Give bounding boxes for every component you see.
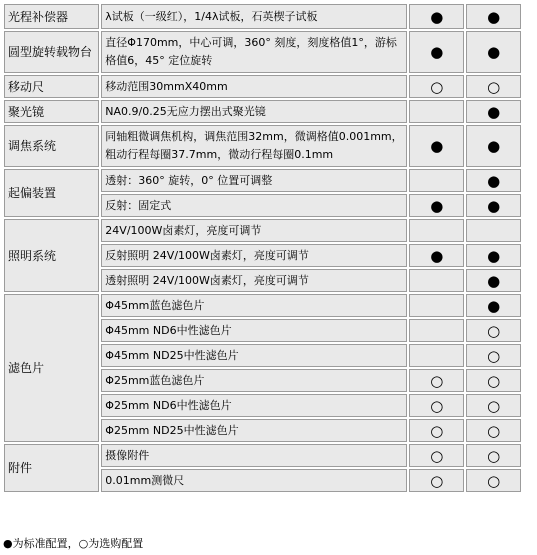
config-mark-1 (409, 319, 464, 342)
category-cell: 聚光镜 (4, 100, 99, 123)
config-mark-2: ○ (466, 344, 521, 367)
description-cell: Φ25mm ND25中性滤色片 (101, 419, 407, 442)
config-mark-1 (409, 219, 464, 242)
spec-table (2, 2, 523, 494)
config-mark-2: ○ (466, 469, 521, 492)
config-mark-1: ● (409, 31, 464, 73)
config-mark-2: ● (466, 294, 521, 317)
config-mark-1: ○ (409, 419, 464, 442)
description-cell: Φ25mm ND6中性滤色片 (101, 394, 407, 417)
config-mark-2: ● (466, 4, 521, 29)
description-cell: 24V/100W卤素灯，亮度可调节 (101, 219, 407, 242)
config-mark-2: ● (466, 244, 521, 267)
description-cell: 反射：固定式 (101, 194, 407, 217)
config-mark-1: ○ (409, 444, 464, 467)
table-row (4, 75, 521, 98)
category-cell: 滤色片 (4, 294, 99, 442)
description-cell: Φ25mm蓝色滤色片 (101, 369, 407, 392)
description-cell: 0.01mm测微尺 (101, 469, 407, 492)
config-mark-1: ● (409, 244, 464, 267)
config-mark-1: ● (409, 125, 464, 167)
config-mark-2: ● (466, 31, 521, 73)
config-mark-2 (466, 219, 521, 242)
category-cell: 圆型旋转载物台 (4, 31, 99, 73)
description-cell: 摄像附件 (101, 444, 407, 467)
config-mark-1: ● (409, 4, 464, 29)
config-mark-2: ● (466, 194, 521, 217)
config-mark-1 (409, 344, 464, 367)
config-mark-1: ○ (409, 75, 464, 98)
table-row (4, 219, 521, 242)
description-cell: 反射照明 24V/100W卤素灯，亮度可调节 (101, 244, 407, 267)
config-mark-2: ○ (466, 444, 521, 467)
config-mark-1 (409, 294, 464, 317)
table-row (4, 100, 521, 123)
category-cell: 移动尺 (4, 75, 99, 98)
description-cell: 透射照明 24V/100W卤素灯，亮度可调节 (101, 269, 407, 292)
table-row (4, 4, 521, 29)
category-cell: 调焦系统 (4, 125, 99, 167)
category-cell: 照明系统 (4, 219, 99, 292)
table-row (4, 444, 521, 467)
config-mark-1: ○ (409, 469, 464, 492)
table-row (4, 31, 521, 73)
table-row (4, 294, 521, 317)
config-mark-2: ● (466, 100, 521, 123)
description-cell: 直径Φ170mm，中心可调，360° 刻度，刻度格值1°，游标格值6，45° 定位旋转 (101, 31, 407, 73)
description-cell: 透射：360° 旋转，0° 位置可调整 (101, 169, 407, 192)
config-mark-2: ● (466, 269, 521, 292)
category-cell: 附件 (4, 444, 99, 492)
config-mark-2: ○ (466, 75, 521, 98)
config-mark-1: ○ (409, 394, 464, 417)
config-mark-2: ○ (466, 319, 521, 342)
config-mark-1 (409, 100, 464, 123)
config-mark-2: ● (466, 125, 521, 167)
table-row (4, 169, 521, 192)
config-mark-2: ○ (466, 394, 521, 417)
description-cell: Φ45mm蓝色滤色片 (101, 294, 407, 317)
config-mark-1 (409, 269, 464, 292)
legend-note: ●为标准配置，○为选购配置 (3, 537, 144, 550)
description-cell: 移动范围30mmX40mm (101, 75, 407, 98)
config-mark-2: ○ (466, 369, 521, 392)
config-mark-2: ○ (466, 419, 521, 442)
category-cell: 光程补偿器 (4, 4, 99, 29)
description-cell: 同轴粗微调焦机构，调焦范围32mm，微调格值0.001mm，粗动行程每圈37.7mm，微动行程每圈0.1mm (101, 125, 407, 167)
description-cell: NA0.9/0.25无应力摆出式聚光镜 (101, 100, 407, 123)
table-row (4, 125, 521, 167)
category-cell: 起偏装置 (4, 169, 99, 217)
config-mark-1: ○ (409, 369, 464, 392)
config-mark-1 (409, 169, 464, 192)
description-cell: Φ45mm ND25中性滤色片 (101, 344, 407, 367)
config-mark-1: ● (409, 194, 464, 217)
config-mark-2: ● (466, 169, 521, 192)
description-cell: λ试板（一级红），1/4λ试板，石英楔子试板 (101, 4, 407, 29)
description-cell: Φ45mm ND6中性滤色片 (101, 319, 407, 342)
